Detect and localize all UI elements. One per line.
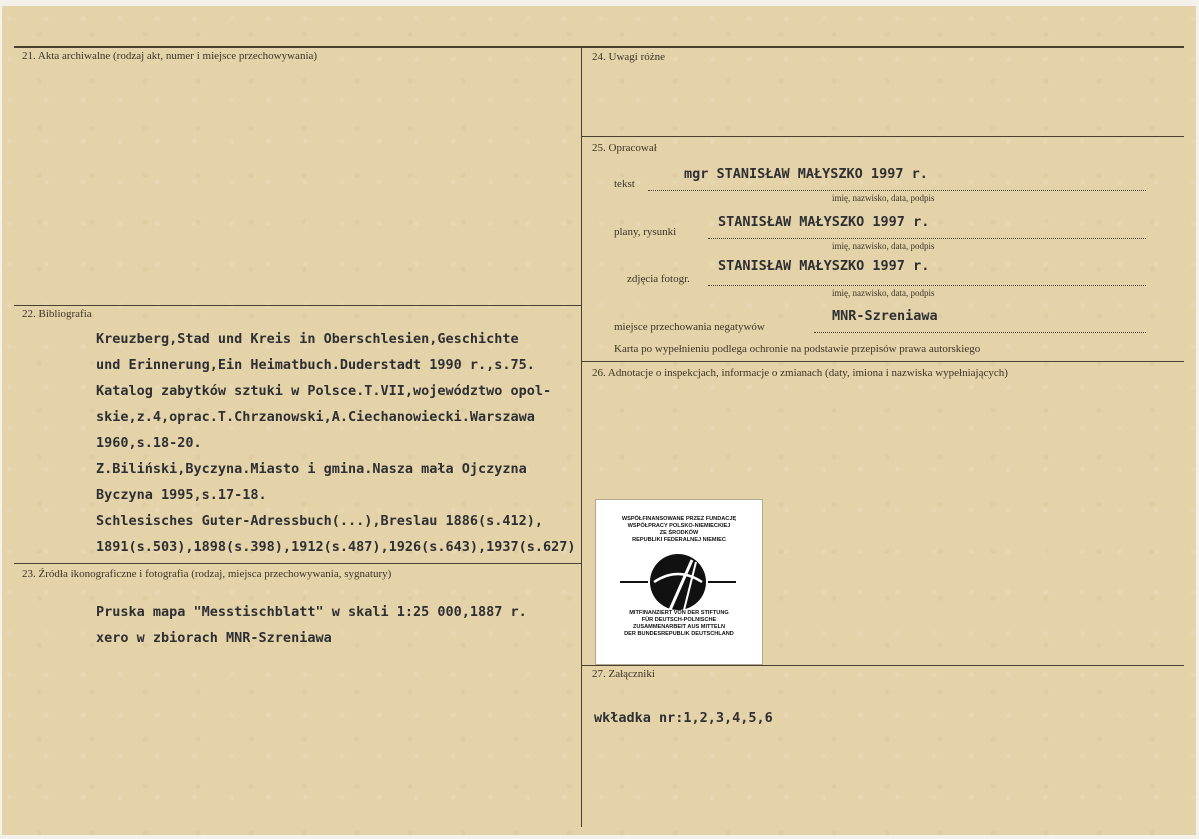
bibliography-line: 1960,s.18-20.	[96, 435, 202, 451]
divider-21-22	[14, 305, 581, 306]
sticker-text-german	[596, 610, 762, 638]
negatywy-value: MNR-Szreniawa	[832, 308, 938, 324]
section-22-label: 22. Bibliografia	[22, 308, 92, 320]
sticker-line: REPUBLIKI FEDERALNEJ NIEMIEC	[632, 537, 726, 543]
section-27-label: 27. Załączniki	[592, 668, 655, 680]
sticker-line: FÜR DEUTSCH-POLNISCHE	[641, 617, 717, 623]
tekst-dotted-line	[648, 190, 1146, 191]
plany-value: STANISŁAW MAŁYSZKO 1997 r.	[718, 214, 930, 230]
divider-25-26	[582, 361, 1184, 362]
section-21-label: 21. Akta archiwalne (rodzaj akt, numer i miejsce przechowywania)	[22, 50, 318, 62]
tekst-hint: imię, nazwisko, data, podpis	[832, 193, 935, 203]
bibliography-line: und Erinnerung,Ein Heimatbuch.Duderstadt 1990 r.,s.75.	[96, 357, 535, 373]
bibliography-line: Kreuzberg,Stad und Kreis in Oberschlesien,Geschichte	[96, 331, 519, 347]
sticker-line: DER BUNDESREPUBLIK DEUTSCHLAND	[624, 631, 734, 637]
bibliography-line: Schlesisches Guter-Adressbuch(...),Breslau 1886(s.412),	[96, 513, 544, 529]
divider-22-23	[14, 563, 581, 564]
sticker-line: ZE ŚRODKÓW	[659, 530, 699, 536]
copyright-notice: Karta po wypełnieniu podlega ochronie na podstawie przepisów prawa autorskiego	[614, 343, 981, 355]
sticker-line: WSPÓŁPRACY POLSKO-NIEMIECKIEJ	[627, 523, 731, 529]
attachments-value: wkładka nr:1,2,3,4,5,6	[594, 710, 773, 726]
sticker-line: WSPÓŁFINANSOWANE PRZEZ FUNDACJĘ	[621, 516, 737, 522]
center-divider	[581, 47, 582, 827]
plany-label: plany, rysunki	[614, 226, 677, 238]
negatywy-label: miejsce przechowania negatywów	[614, 321, 765, 333]
section-25-label: 25. Opracował	[592, 142, 657, 154]
zdjecia-hint: imię, nazwisko, data, podpis	[832, 288, 935, 298]
zdjecia-dotted-line	[708, 285, 1146, 286]
iconography-line: Pruska mapa "Messtischblatt" w skali 1:25 000,1887 r.	[96, 604, 527, 620]
divider-26-27	[582, 665, 1184, 666]
bibliography-line: Z.Biliński,Byczyna.Miasto i gmina.Nasza mała Ojczyzna	[96, 461, 527, 477]
negatywy-dotted-line	[814, 332, 1146, 333]
iconography-line: xero w zbiorach MNR-Szreniawa	[96, 630, 332, 646]
foundation-sticker	[595, 499, 763, 665]
bibliography-line: Byczyna 1995,s.17-18.	[96, 487, 267, 503]
catalog-card	[2, 6, 1196, 835]
tekst-value: mgr STANISŁAW MAŁYSZKO 1997 r.	[684, 166, 928, 182]
divider-24-25	[582, 136, 1184, 137]
top-rule	[14, 46, 1184, 48]
bibliography-text	[96, 326, 576, 560]
section-23-label: 23. Źródła ikonograficzne i fotografia (rodzaj, miejsca przechowywania, sygnatury)	[22, 568, 392, 580]
road-circle-logo-icon	[596, 552, 762, 612]
sticker-line: MITFINANZIERT VON DER STIFTUNG	[629, 610, 729, 616]
zdjecia-value: STANISŁAW MAŁYSZKO 1997 r.	[718, 258, 930, 274]
bibliography-line: skie,z.4,oprac.T.Chrzanowski,A.Ciechanowiecki.Warszawa	[96, 409, 535, 425]
sticker-text-polish	[596, 516, 762, 544]
bibliography-line: 1891(s.503),1898(s.398),1912(s.487),1926(s.643),1937(s.627)	[96, 539, 576, 555]
sticker-line: ZUSAMMENARBEIT AUS MITTELN	[632, 624, 726, 630]
bibliography-line: Katalog zabytków sztuki w Polsce.T.VII,województwo opol-	[96, 383, 552, 399]
section-24-label: 24. Uwagi różne	[592, 51, 666, 63]
tekst-label: tekst	[614, 178, 635, 190]
section-26-label: 26. Adnotacje o inspekcjach, informacje o zmianach (daty, imiona i nazwiska wypełniających)	[592, 367, 1008, 379]
plany-dotted-line	[708, 238, 1146, 239]
plany-hint: imię, nazwisko, data, podpis	[832, 241, 935, 251]
zdjecia-label: zdjęcia fotogr.	[627, 273, 690, 285]
